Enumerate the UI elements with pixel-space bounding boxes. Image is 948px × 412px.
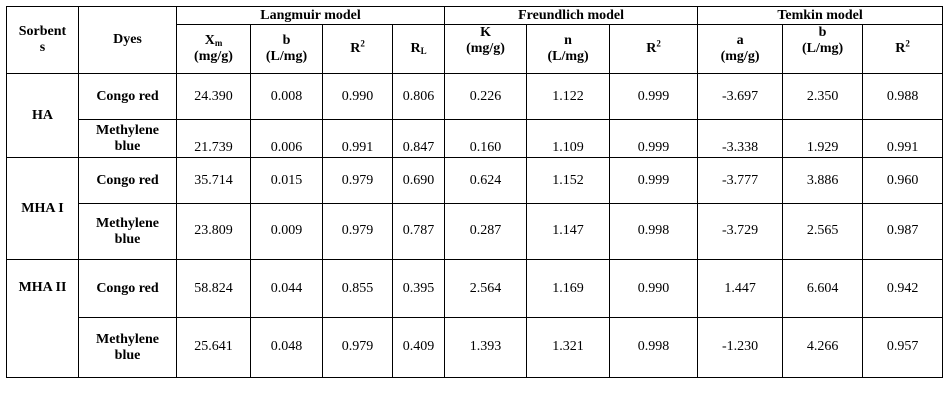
header-freundlich-model: Freundlich model (445, 7, 698, 25)
value-cell: -3.697 (698, 74, 783, 120)
dye-cell: Congo red (79, 260, 177, 318)
value-cell: 1.169 (527, 260, 610, 318)
value-cell: 0.624 (445, 158, 527, 204)
header-freundlich-n: n (L/mg) (527, 25, 610, 74)
isotherm-table (6, 6, 943, 378)
table-row (7, 318, 943, 378)
header-temkin-r2: $R^2$ (863, 25, 943, 74)
value-cell: 0.988 (863, 74, 943, 120)
value-cell: 0.855 (323, 260, 393, 318)
value-cell: 0.979 (323, 158, 393, 204)
value-cell: 24.390 (177, 74, 251, 120)
sorbent-cell: HA (7, 74, 79, 158)
value-cell: 0.395 (393, 260, 445, 318)
value-cell: 6.604 (783, 260, 863, 318)
header-freundlich-k: K (mg/g) (445, 25, 527, 74)
value-cell: 0.960 (863, 158, 943, 204)
value-cell: 0.044 (251, 260, 323, 318)
value-cell: 25.641 (177, 318, 251, 378)
value-cell: 3.886 (783, 158, 863, 204)
value-cell: 0.990 (610, 260, 698, 318)
value-cell: 0.008 (251, 74, 323, 120)
value-cell: 0.847 (393, 120, 445, 158)
table-row (7, 158, 943, 204)
header-langmuir-r2: $R^2$ (323, 25, 393, 74)
value-cell: 0.991 (323, 120, 393, 158)
value-cell: 1.122 (527, 74, 610, 120)
value-cell: 2.350 (783, 74, 863, 120)
value-cell: 21.739 (177, 120, 251, 158)
value-cell: 1.393 (445, 318, 527, 378)
value-cell: 0.690 (393, 158, 445, 204)
value-cell: 4.266 (783, 318, 863, 378)
value-cell: 0.160 (445, 120, 527, 158)
sorbent-cell: MHA I (7, 158, 79, 260)
value-cell: 0.979 (323, 204, 393, 260)
header-langmuir-rl: $R_L$ (393, 25, 445, 74)
value-cell: 0.006 (251, 120, 323, 158)
value-cell: -3.777 (698, 158, 783, 204)
table-row (7, 260, 943, 318)
dye-cell: Methylene blue (79, 120, 177, 158)
header-langmuir-model: Langmuir model (177, 7, 445, 25)
header-temkin-model: Temkin model (698, 7, 943, 25)
value-cell: 1.109 (527, 120, 610, 158)
value-cell: 0.806 (393, 74, 445, 120)
value-cell: 0.987 (863, 204, 943, 260)
value-cell: 0.998 (610, 318, 698, 378)
header-dyes: Dyes (79, 7, 177, 74)
header-freundlich-r2: $R^2$ (610, 25, 698, 74)
header-langmuir-b: b (L/mg) (251, 25, 323, 74)
value-cell: 2.565 (783, 204, 863, 260)
dye-cell: Methylene blue (79, 318, 177, 378)
table-row (7, 120, 943, 158)
value-cell: 0.991 (863, 120, 943, 158)
header-sorbents: Sorbent s (7, 7, 79, 74)
value-cell: 0.048 (251, 318, 323, 378)
header-temkin-b: b (L/mg) (783, 25, 863, 74)
value-cell: 0.998 (610, 204, 698, 260)
value-cell: 0.287 (445, 204, 527, 260)
value-cell: 1.929 (783, 120, 863, 158)
table-row (7, 204, 943, 260)
value-cell: 0.999 (610, 120, 698, 158)
value-cell: 2.564 (445, 260, 527, 318)
dye-cell: Congo red (79, 74, 177, 120)
value-cell: 0.942 (863, 260, 943, 318)
value-cell: 58.824 (177, 260, 251, 318)
value-cell: 0.979 (323, 318, 393, 378)
sorbent-cell: MHA II (7, 260, 79, 378)
value-cell: -3.729 (698, 204, 783, 260)
value-cell: 35.714 (177, 158, 251, 204)
table-row (7, 74, 943, 120)
value-cell: 0.999 (610, 74, 698, 120)
value-cell: 1.152 (527, 158, 610, 204)
value-cell: -3.338 (698, 120, 783, 158)
value-cell: 1.147 (527, 204, 610, 260)
dye-cell: Methylene blue (79, 204, 177, 260)
value-cell: 0.990 (323, 74, 393, 120)
value-cell: 0.999 (610, 158, 698, 204)
value-cell: 0.009 (251, 204, 323, 260)
value-cell: 1.447 (698, 260, 783, 318)
value-cell: 0.015 (251, 158, 323, 204)
value-cell: 0.787 (393, 204, 445, 260)
value-cell: 0.226 (445, 74, 527, 120)
value-cell: -1.230 (698, 318, 783, 378)
value-cell: 0.957 (863, 318, 943, 378)
value-cell: 0.409 (393, 318, 445, 378)
header-langmuir-xm: $X_m$ (mg/g) (177, 25, 251, 74)
header-temkin-a: a (mg/g) (698, 25, 783, 74)
value-cell: 23.809 (177, 204, 251, 260)
value-cell: 1.321 (527, 318, 610, 378)
dye-cell: Congo red (79, 158, 177, 204)
